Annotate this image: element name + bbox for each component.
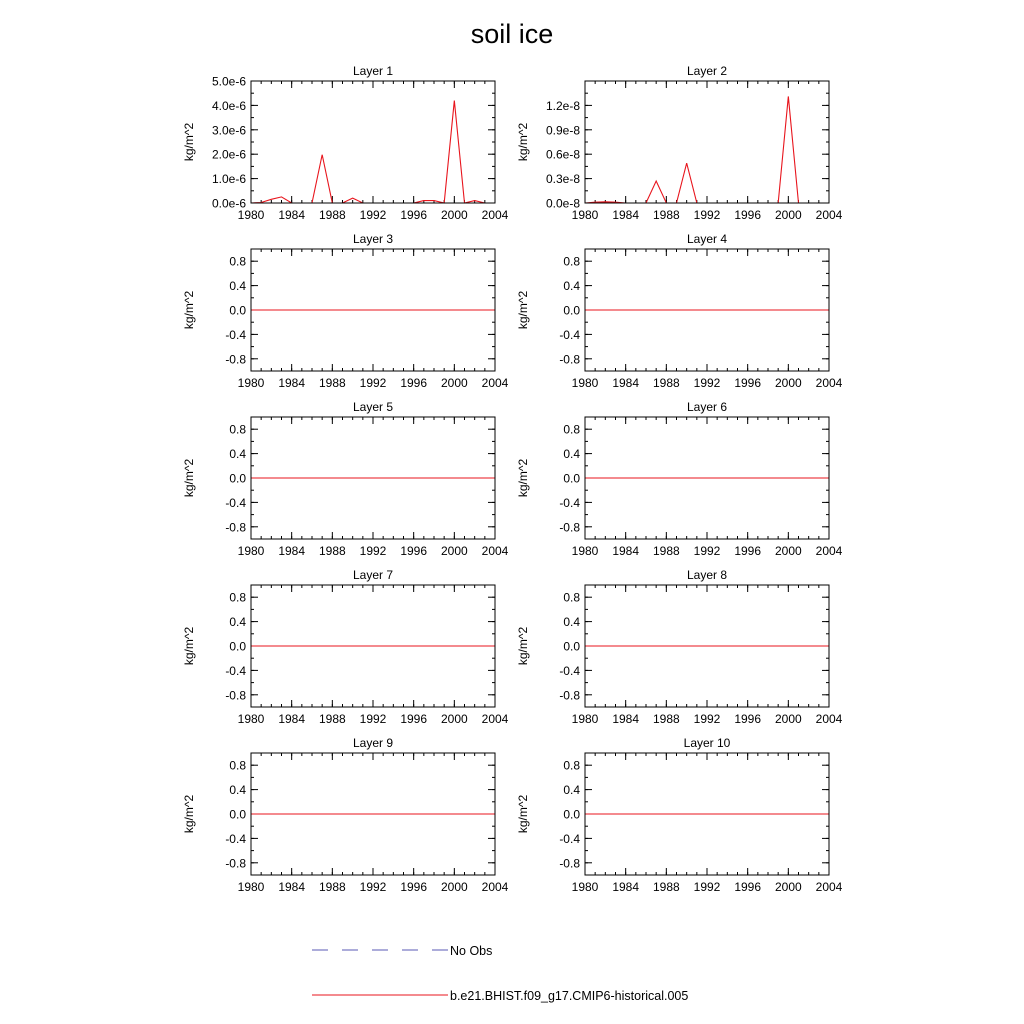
panel-title: Layer 9 [352, 736, 394, 750]
y-tick-label: -0.4 [225, 327, 246, 342]
chart-panel [182, 400, 509, 558]
x-tick-label: 2000 [440, 208, 468, 222]
x-tick-label: 2004 [815, 880, 843, 894]
y-axis-label: kg/m^2 [516, 458, 530, 498]
x-tick-label: 2000 [774, 544, 802, 558]
chart-panel [182, 64, 509, 222]
x-tick-label: 1984 [612, 376, 640, 390]
y-axis-label: kg/m^2 [182, 290, 196, 330]
x-tick-label: 1980 [237, 880, 265, 894]
y-tick-label: 1.0e-6 [211, 172, 246, 187]
y-tick-label: -0.8 [225, 856, 246, 871]
x-tick-label: 2004 [481, 376, 509, 390]
x-tick-label: 1980 [571, 712, 599, 726]
y-tick-label: 0.8 [229, 422, 246, 437]
y-tick-label: 0.8 [229, 758, 246, 773]
x-tick-label: 2004 [481, 880, 509, 894]
x-tick-label: 1984 [278, 880, 306, 894]
x-tick-label: 1984 [612, 712, 640, 726]
y-tick-label: -0.8 [559, 352, 580, 367]
panel-title: Layer 1 [352, 64, 394, 78]
x-tick-label: 1980 [571, 208, 599, 222]
x-tick-label: 1984 [278, 544, 306, 558]
x-tick-label: 1992 [359, 376, 387, 390]
x-tick-label: 2004 [481, 544, 509, 558]
y-tick-label: 0.0 [563, 471, 580, 486]
chart-panel [516, 736, 843, 894]
x-tick-label: 1984 [612, 544, 640, 558]
y-tick-label: 2.0e-6 [211, 147, 246, 162]
x-tick-label: 1980 [237, 712, 265, 726]
y-tick-label: 0.4 [563, 279, 580, 294]
y-tick-label: 0.4 [229, 615, 246, 630]
y-tick-label: 0.0e-6 [211, 196, 246, 211]
x-tick-label: 1980 [237, 208, 265, 222]
x-tick-label: 1988 [652, 712, 680, 726]
panel-title: Layer 6 [686, 400, 728, 414]
y-axis-label: kg/m^2 [182, 458, 196, 498]
y-tick-label: 0.0 [229, 807, 246, 822]
chart-panel [516, 400, 843, 558]
x-tick-label: 1980 [571, 376, 599, 390]
x-tick-label: 2004 [481, 712, 509, 726]
x-tick-label: 1996 [734, 376, 762, 390]
y-axis-label: kg/m^2 [516, 794, 530, 834]
y-tick-label: -0.4 [559, 495, 580, 510]
y-axis-label: kg/m^2 [182, 122, 196, 162]
x-tick-label: 1996 [400, 208, 428, 222]
x-tick-label: 1996 [734, 208, 762, 222]
x-tick-label: 1996 [734, 880, 762, 894]
y-tick-label: -0.8 [559, 856, 580, 871]
y-tick-label: 0.8 [563, 254, 580, 269]
x-tick-label: 1984 [278, 712, 306, 726]
x-tick-label: 1988 [652, 376, 680, 390]
x-tick-label: 2004 [815, 376, 843, 390]
x-tick-label: 1988 [318, 208, 346, 222]
y-tick-label: 4.0e-6 [211, 98, 246, 113]
y-tick-label: -0.8 [225, 520, 246, 535]
y-tick-label: 0.0e-8 [545, 196, 580, 211]
y-tick-label: 0.0 [229, 303, 246, 318]
x-tick-label: 2000 [440, 544, 468, 558]
y-tick-label: 0.4 [563, 447, 580, 462]
x-tick-label: 2004 [815, 544, 843, 558]
panel-title: Layer 5 [352, 400, 394, 414]
chart-panel [182, 568, 509, 726]
x-tick-label: 2000 [774, 208, 802, 222]
x-tick-label: 1988 [318, 880, 346, 894]
y-tick-label: 0.8 [229, 590, 246, 605]
x-tick-label: 1988 [652, 544, 680, 558]
y-tick-label: 0.4 [563, 615, 580, 630]
y-axis-label: kg/m^2 [182, 626, 196, 666]
panel-title: Layer 2 [686, 64, 728, 78]
x-tick-label: 1992 [693, 880, 721, 894]
y-tick-label: 0.0 [563, 807, 580, 822]
x-tick-label: 1992 [693, 544, 721, 558]
x-tick-label: 2004 [815, 208, 843, 222]
y-tick-label: -0.4 [559, 831, 580, 846]
x-tick-label: 1992 [359, 208, 387, 222]
x-tick-label: 1988 [318, 712, 346, 726]
x-tick-label: 2004 [481, 208, 509, 222]
x-tick-label: 1980 [237, 376, 265, 390]
x-tick-label: 1996 [400, 544, 428, 558]
y-tick-label: -0.4 [225, 663, 246, 678]
x-tick-label: 1988 [652, 208, 680, 222]
y-tick-label: 0.9e-8 [545, 123, 580, 138]
series-line [251, 101, 495, 203]
legend [312, 944, 688, 1003]
x-tick-label: 1992 [693, 208, 721, 222]
panel-title: Layer 3 [352, 232, 394, 246]
y-tick-label: 0.0 [229, 639, 246, 654]
y-tick-label: 1.2e-8 [545, 98, 580, 113]
x-tick-label: 1988 [318, 376, 346, 390]
x-tick-label: 2000 [774, 712, 802, 726]
y-axis-label: kg/m^2 [516, 626, 530, 666]
x-tick-label: 1992 [693, 712, 721, 726]
x-tick-label: 1980 [571, 544, 599, 558]
x-tick-label: 1988 [318, 544, 346, 558]
y-axis-label: kg/m^2 [182, 794, 196, 834]
y-tick-label: -0.8 [225, 688, 246, 703]
chart-panel [182, 736, 509, 894]
y-tick-label: -0.4 [559, 327, 580, 342]
x-tick-label: 2000 [440, 712, 468, 726]
y-tick-label: 0.0 [229, 471, 246, 486]
x-tick-label: 1984 [278, 376, 306, 390]
y-tick-label: 0.4 [229, 279, 246, 294]
y-tick-label: 0.6e-8 [545, 147, 580, 162]
y-axis-label: kg/m^2 [516, 290, 530, 330]
x-tick-label: 1992 [359, 544, 387, 558]
x-tick-label: 2000 [774, 376, 802, 390]
chart-panel [182, 232, 509, 390]
x-tick-label: 1984 [612, 880, 640, 894]
x-tick-label: 2000 [774, 880, 802, 894]
y-tick-label: 5.0e-6 [211, 74, 246, 89]
x-tick-label: 1996 [734, 712, 762, 726]
y-tick-label: 0.4 [229, 447, 246, 462]
x-tick-label: 1996 [400, 880, 428, 894]
x-tick-label: 2000 [440, 880, 468, 894]
x-tick-label: 1996 [400, 712, 428, 726]
y-tick-label: -0.4 [225, 831, 246, 846]
y-tick-label: -0.8 [559, 688, 580, 703]
legend-label-no-obs: No Obs [450, 944, 493, 958]
y-tick-label: 0.4 [563, 783, 580, 798]
panel-title: Layer 8 [686, 568, 728, 582]
y-axis-label: kg/m^2 [516, 122, 530, 162]
x-tick-label: 2000 [440, 376, 468, 390]
y-tick-label: 0.4 [229, 783, 246, 798]
x-tick-label: 2004 [815, 712, 843, 726]
legend-label-model: b.e21.BHIST.f09_g17.CMIP6-historical.005 [450, 989, 689, 1003]
y-tick-label: -0.4 [225, 495, 246, 510]
y-tick-label: 0.0 [563, 639, 580, 654]
chart-panel [516, 64, 843, 222]
x-tick-label: 1984 [612, 208, 640, 222]
y-tick-label: 0.8 [563, 758, 580, 773]
y-tick-label: -0.8 [559, 520, 580, 535]
x-tick-label: 1980 [237, 544, 265, 558]
x-tick-label: 1988 [652, 880, 680, 894]
panel-title: Layer 4 [686, 232, 728, 246]
x-tick-label: 1996 [734, 544, 762, 558]
y-tick-label: 3.0e-6 [211, 123, 246, 138]
panels-grid [182, 64, 843, 894]
x-tick-label: 1984 [278, 208, 306, 222]
x-tick-label: 1980 [571, 880, 599, 894]
x-tick-label: 1992 [693, 376, 721, 390]
y-tick-label: 0.8 [229, 254, 246, 269]
figure-title: soil ice [470, 19, 554, 49]
x-tick-label: 1992 [359, 880, 387, 894]
series-line [585, 96, 829, 203]
chart-panel [516, 232, 843, 390]
panel-title: Layer 10 [683, 736, 731, 750]
y-tick-label: -0.4 [559, 663, 580, 678]
y-tick-label: 0.3e-8 [545, 172, 580, 187]
panel-title: Layer 7 [352, 568, 394, 582]
y-tick-label: -0.8 [225, 352, 246, 367]
chart-panel [516, 568, 843, 726]
y-tick-label: 0.8 [563, 590, 580, 605]
y-tick-label: 0.8 [563, 422, 580, 437]
x-tick-label: 1992 [359, 712, 387, 726]
x-tick-label: 1996 [400, 376, 428, 390]
y-tick-label: 0.0 [563, 303, 580, 318]
